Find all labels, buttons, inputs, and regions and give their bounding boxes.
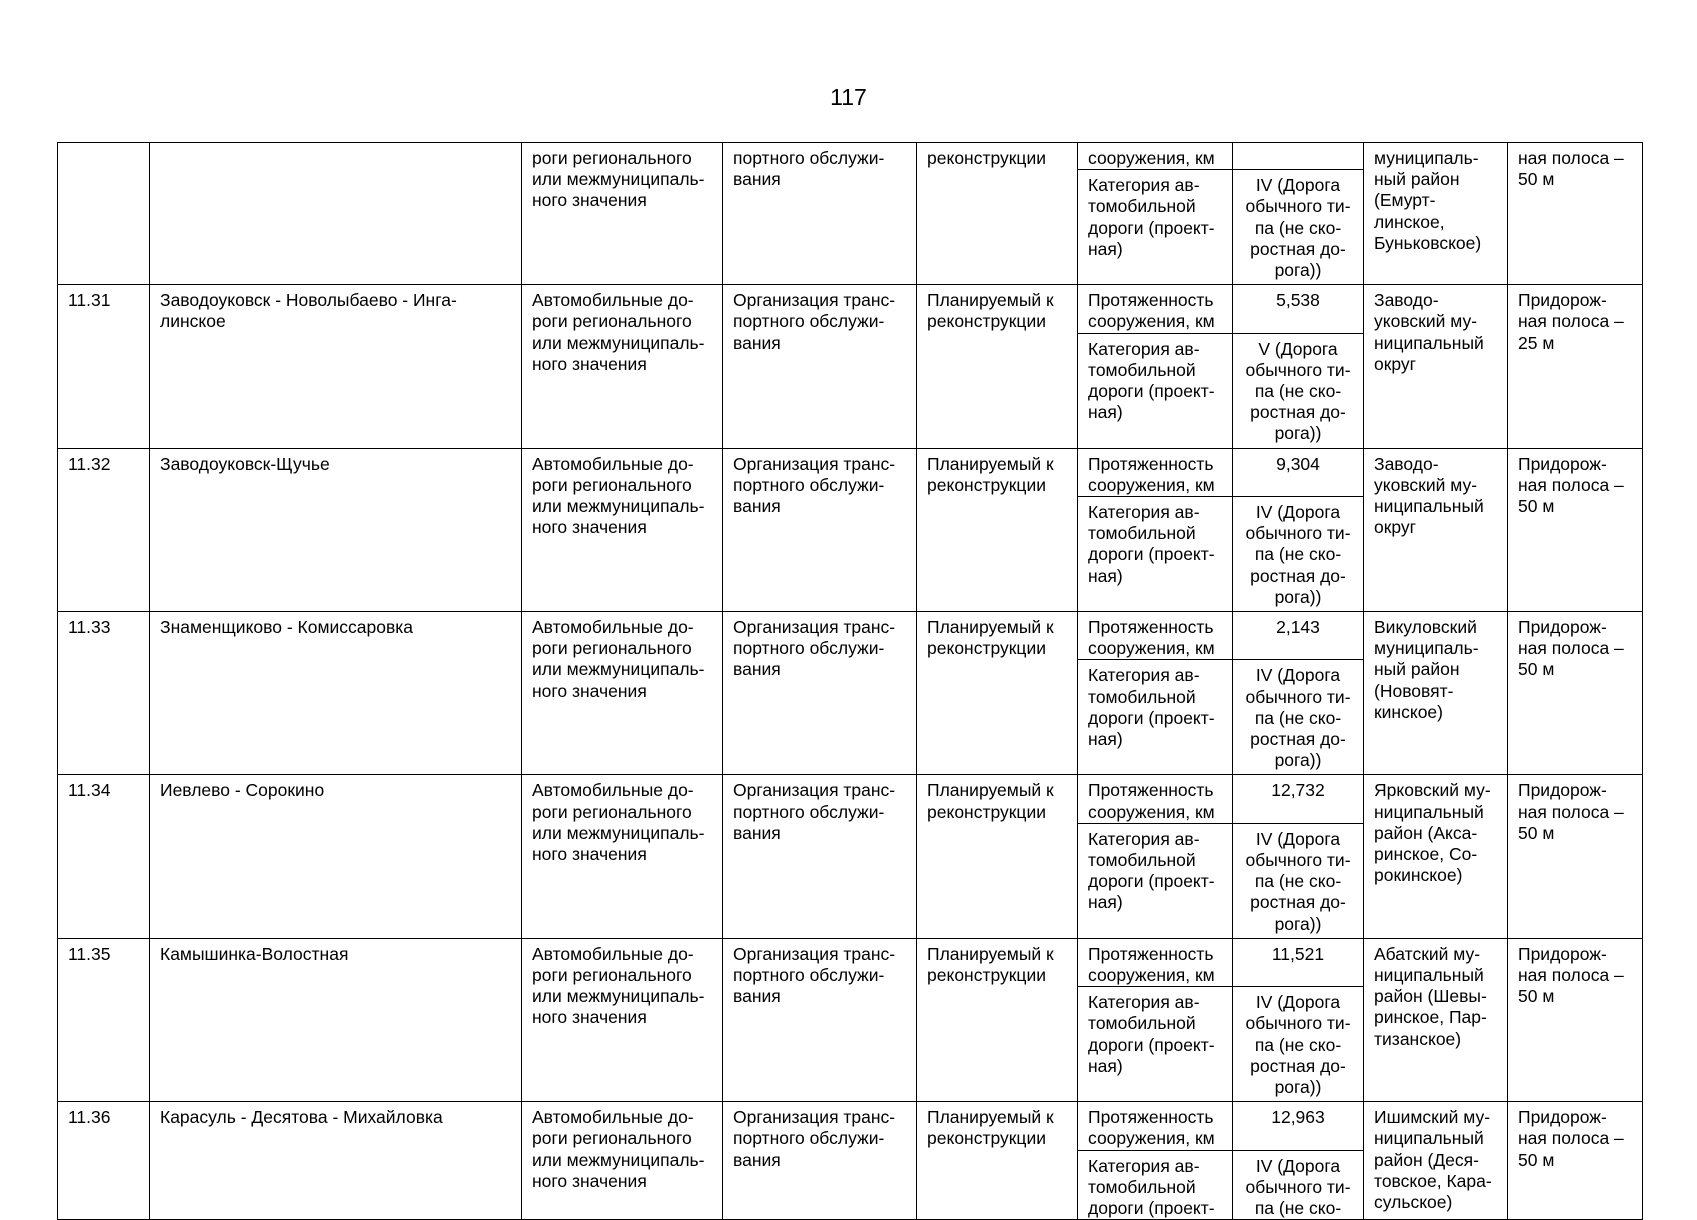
location-cell: Викуловский муниципаль- ный район (Нововят- кинское) — [1364, 612, 1508, 775]
param-name-cell: Категория ав- томобильной дороги (проект- ная) — [1078, 823, 1233, 938]
purpose-cell: Автомобильные до- роги регионального или межмуниципаль- ного значения — [522, 448, 723, 611]
road-objects-table — [57, 142, 1643, 1220]
param-name-cell: Протяженность сооружения, км — [1078, 448, 1233, 496]
purpose-cell: Автомобильные до- роги регионального или межмуниципаль- ного значения — [522, 775, 723, 938]
goal-cell: Организация транс- портного обслужи- вания — [723, 775, 917, 938]
goal-cell: портного обслужи- вания — [723, 143, 917, 285]
row-number-cell: 11.33 — [58, 612, 150, 775]
param-value-cell: IV (Дорога обычного ти- па (не ско- ростная до- рога)) — [1233, 170, 1364, 285]
purpose-cell: Автомобильные до- роги регионального или межмуниципаль- ного значения — [522, 285, 723, 448]
param-value-cell: V (Дорога обычного ти- па (не ско- ростная до- рога)) — [1233, 333, 1364, 448]
param-value-cell: IV (Дорога обычного ти- па (не ско- — [1233, 1150, 1364, 1220]
param-name-cell: Категория ав- томобильной дороги (проект- ная) — [1078, 170, 1233, 285]
purpose-cell: Автомобильные до- роги регионального или межмуниципаль- ного значения — [522, 938, 723, 1101]
table-row — [58, 775, 1643, 823]
status-cell: Планируемый к реконструкции — [917, 612, 1078, 775]
goal-cell: Организация транс- портного обслужи- вания — [723, 285, 917, 448]
status-cell: Планируемый к реконструкции — [917, 1102, 1078, 1220]
table-row — [58, 1102, 1643, 1150]
object-name-cell — [150, 143, 522, 285]
row-number-cell: 11.31 — [58, 285, 150, 448]
row-number-cell — [58, 143, 150, 285]
purpose-cell: роги регионального или межмуниципаль- ного значения — [522, 143, 723, 285]
object-name-cell: Знаменщиково - Комиссаровка — [150, 612, 522, 775]
param-name-cell: Протяженность сооружения, км — [1078, 775, 1233, 823]
param-name-cell: Протяженность сооружения, км — [1078, 1102, 1233, 1150]
param-value-cell: IV (Дорога обычного ти- па (не ско- ростная до- рога)) — [1233, 823, 1364, 938]
location-cell: Заводо- уковский му- ниципальный округ — [1364, 448, 1508, 611]
object-name-cell: Камышинка-Волостная — [150, 938, 522, 1101]
table-row — [58, 938, 1643, 986]
object-name-cell: Иевлево - Сорокино — [150, 775, 522, 938]
location-cell: Абатский му- ниципальный район (Шевы- ринское, Пар- тизанское) — [1364, 938, 1508, 1101]
row-number-cell: 11.34 — [58, 775, 150, 938]
param-name-cell: Категория ав- томобильной дороги (проект- ная) — [1078, 497, 1233, 612]
param-value-cell — [1233, 143, 1364, 170]
param-value-cell: 5,538 — [1233, 285, 1364, 333]
zone-cell: ная полоса – 50 м — [1508, 143, 1643, 285]
param-name-cell: Категория ав- томобильной дороги (проект- ная) — [1078, 333, 1233, 448]
location-cell: Ишимский му- ниципальный район (Деся- товское, Кара- сульское) — [1364, 1102, 1508, 1220]
status-cell: Планируемый к реконструкции — [917, 285, 1078, 448]
object-name-cell: Заводоуковск - Новолыбаево - Инга- линское — [150, 285, 522, 448]
row-number-cell: 11.36 — [58, 1102, 150, 1220]
location-cell: Заводо- уковский му- ниципальный округ — [1364, 285, 1508, 448]
status-cell: Планируемый к реконструкции — [917, 448, 1078, 611]
zone-cell: Придорож- ная полоса – 50 м — [1508, 1102, 1643, 1220]
param-value-cell: 12,732 — [1233, 775, 1364, 823]
param-value-cell: 12,963 — [1233, 1102, 1364, 1150]
goal-cell: Организация транс- портного обслужи- вания — [723, 1102, 917, 1220]
status-cell: Планируемый к реконструкции — [917, 775, 1078, 938]
table-row — [58, 285, 1643, 333]
object-name-cell: Заводоуковск-Щучье — [150, 448, 522, 611]
row-number-cell: 11.35 — [58, 938, 150, 1101]
goal-cell: Организация транс- портного обслужи- вания — [723, 938, 917, 1101]
goal-cell: Организация транс- портного обслужи- вания — [723, 448, 917, 611]
table-row — [58, 143, 1643, 170]
zone-cell: Придорож- ная полоса – 50 м — [1508, 612, 1643, 775]
zone-cell: Придорож- ная полоса – 25 м — [1508, 285, 1643, 448]
goal-cell: Организация транс- портного обслужи- вания — [723, 612, 917, 775]
status-cell: реконструкции — [917, 143, 1078, 285]
status-cell: Планируемый к реконструкции — [917, 938, 1078, 1101]
param-name-cell: сооружения, км — [1078, 143, 1233, 170]
page-number: 117 — [830, 84, 867, 110]
param-name-cell: Категория ав- томобильной дороги (проект- ная) — [1078, 660, 1233, 775]
param-value-cell: 11,521 — [1233, 938, 1364, 986]
zone-cell: Придорож- ная полоса – 50 м — [1508, 448, 1643, 611]
table-row — [58, 448, 1643, 496]
location-cell: Ярковский му- ниципальный район (Акса- ринское, Со- рокинское) — [1364, 775, 1508, 938]
zone-cell: Придорож- ная полоса – 50 м — [1508, 938, 1643, 1101]
param-value-cell: IV (Дорога обычного ти- па (не ско- ростная до- рога)) — [1233, 660, 1364, 775]
zone-cell: Придорож- ная полоса – 50 м — [1508, 775, 1643, 938]
table-row — [58, 612, 1643, 660]
location-cell: муниципаль- ный район (Емурт- линское, Буньковское) — [1364, 143, 1508, 285]
param-name-cell: Категория ав- томобильной дороги (проект- ная) — [1078, 987, 1233, 1102]
object-name-cell: Карасуль - Десятова - Михайловка — [150, 1102, 522, 1220]
param-value-cell: IV (Дорога обычного ти- па (не ско- ростная до- рога)) — [1233, 497, 1364, 612]
param-name-cell: Протяженность сооружения, км — [1078, 938, 1233, 986]
purpose-cell: Автомобильные до- роги регионального или межмуниципаль- ного значения — [522, 612, 723, 775]
param-name-cell: Протяженность сооружения, км — [1078, 285, 1233, 333]
purpose-cell: Автомобильные до- роги регионального или межмуниципаль- ного значения — [522, 1102, 723, 1220]
param-name-cell: Категория ав- томобильной дороги (проект- — [1078, 1150, 1233, 1220]
param-value-cell: IV (Дорога обычного ти- па (не ско- ростная до- рога)) — [1233, 987, 1364, 1102]
param-value-cell: 9,304 — [1233, 448, 1364, 496]
row-number-cell: 11.32 — [58, 448, 150, 611]
param-name-cell: Протяженность сооружения, км — [1078, 612, 1233, 660]
param-value-cell: 2,143 — [1233, 612, 1364, 660]
